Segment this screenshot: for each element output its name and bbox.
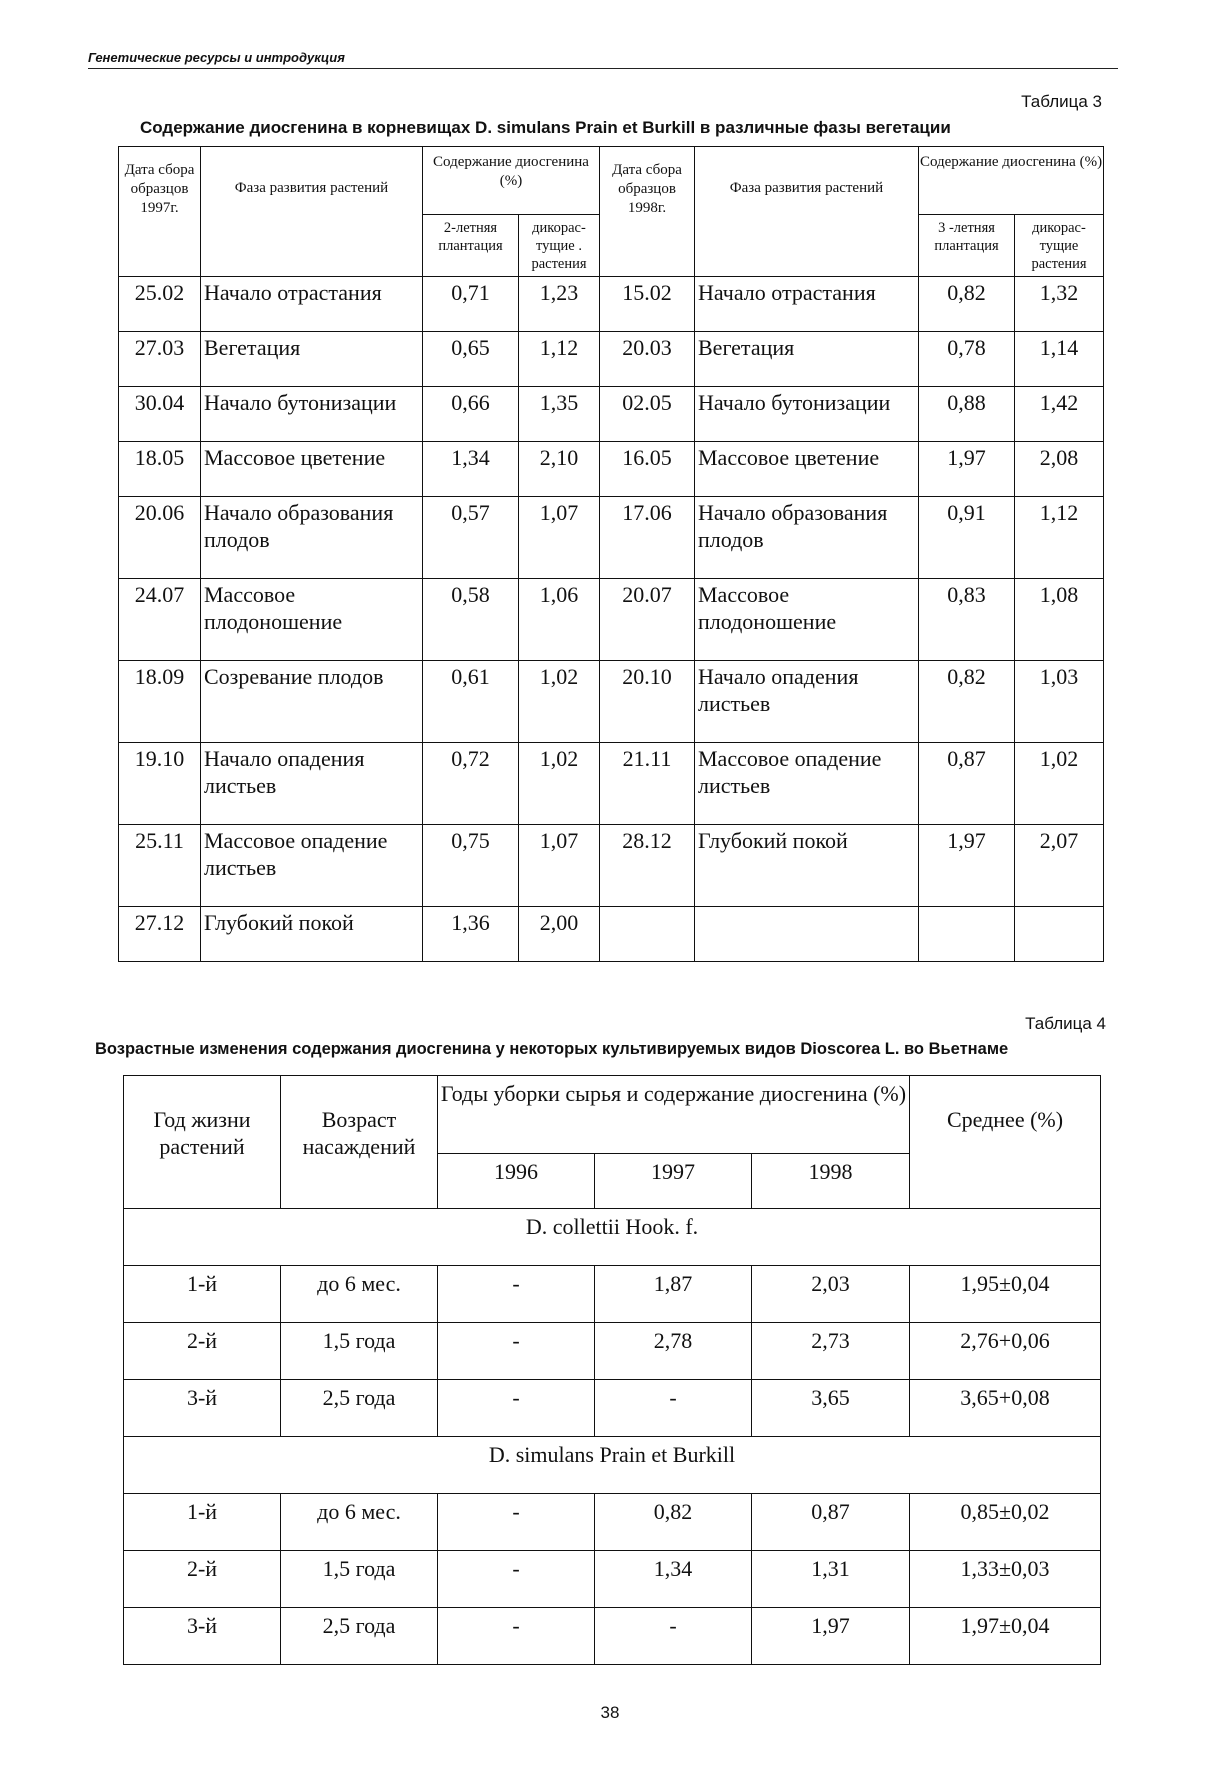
table3-title: Содержание диосгенина в корневищах D. simulans Prain et Burkill в различные фазы вегетации (140, 118, 951, 137)
header-year-of-life: Год жизни растений (124, 1076, 281, 1209)
table4-label: Таблица 4 (1025, 1014, 1106, 1033)
running-header: Генетические ресурсы и интродукция (88, 50, 1118, 69)
table3-cell-wild-1997: 1,35 (519, 387, 600, 442)
table4-cell-v1996: - (438, 1551, 595, 1608)
table3-cell-wild-1998: 1,32 (1015, 277, 1104, 332)
table3-cell-date-1998: 17.06 (600, 497, 695, 579)
table4-cell-v1998: 3,65 (752, 1380, 910, 1437)
table3-cell-plantation-1997: 0,65 (423, 332, 519, 387)
table4-cell-mean: 1,97±0,04 (910, 1608, 1101, 1665)
table3-row (119, 825, 1104, 907)
table3-cell-phase-1997: Созревание плодов (201, 661, 423, 743)
table3-row (119, 579, 1104, 661)
table3-cell-phase-1998: Начало образования плодов (695, 497, 919, 579)
table3-cell-wild-1997: 1,07 (519, 497, 600, 579)
header-plant-2yr: 2-летняя плантация (423, 215, 519, 277)
table4-cell-v1998: 2,73 (752, 1323, 910, 1380)
table4-cell-v1996: - (438, 1608, 595, 1665)
table4-cell-v1998: 2,03 (752, 1266, 910, 1323)
header-year-1998: 1998 (752, 1154, 910, 1209)
species-name: D. simulans Prain et Burkill (124, 1437, 1101, 1494)
table3-cell-date-1997: 19.10 (119, 743, 201, 825)
table3-cell-phase-1997: Массовое плодоношение (201, 579, 423, 661)
table3-cell-date-1998: 21.11 (600, 743, 695, 825)
table3-cell-date-1998: 15.02 (600, 277, 695, 332)
table3-cell-plantation-1998: 0,87 (919, 743, 1015, 825)
table3-cell-wild-1998: 1,14 (1015, 332, 1104, 387)
table3-cell-date-1998: 20.10 (600, 661, 695, 743)
table3-cell-date-1997: 25.11 (119, 825, 201, 907)
table3-cell-wild-1998: 1,12 (1015, 497, 1104, 579)
table4-cell-age: до 6 мес. (281, 1266, 438, 1323)
table3-row (119, 907, 1104, 962)
table4-cell-mean: 1,33±0,03 (910, 1551, 1101, 1608)
table3-label: Таблица 3 (1021, 92, 1102, 111)
table3-cell-date-1997: 18.05 (119, 442, 201, 497)
table4-cell-v1997: - (595, 1608, 752, 1665)
table3-cell-phase-1997: Массовое цветение (201, 442, 423, 497)
page-number: 38 (600, 1703, 620, 1722)
table3-cell-phase-1998: Начало бутонизации (695, 387, 919, 442)
table3-cell-wild-1997: 2,00 (519, 907, 600, 962)
table3-cell-date-1997: 25.02 (119, 277, 201, 332)
table3-cell-phase-1998: Начало опадения листьев (695, 661, 919, 743)
table3-row (119, 332, 1104, 387)
table3-row (119, 661, 1104, 743)
table4-row (124, 1380, 1101, 1437)
table3-cell-phase-1997: Начало отрастания (201, 277, 423, 332)
header-mean: Среднее (%) (910, 1076, 1101, 1209)
table3-cell-phase-1997: Начало опадения листьев (201, 743, 423, 825)
table3-cell-plantation-1998: 0,82 (919, 277, 1015, 332)
table3-row (119, 277, 1104, 332)
table4-cell-age: до 6 мес. (281, 1494, 438, 1551)
table4-species-row (124, 1209, 1101, 1266)
table3-cell-date-1998: 20.03 (600, 332, 695, 387)
table3-cell-phase-1998: Массовое плодоношение (695, 579, 919, 661)
table3-cell-wild-1997: 1,02 (519, 661, 600, 743)
table3-cell-wild-1998: 2,07 (1015, 825, 1104, 907)
header-years-group: Годы уборки сырья и содержание диосгенина (%) (438, 1076, 910, 1154)
header-content-2: Содержание диосгенина (%) (919, 147, 1104, 215)
table3-cell-plantation-1998: 0,83 (919, 579, 1015, 661)
table3-cell-plantation-1997: 0,72 (423, 743, 519, 825)
species-name: D. collettii Hook. f. (124, 1209, 1101, 1266)
table4-row (124, 1551, 1101, 1608)
table3-cell-plantation-1998: 1,97 (919, 442, 1015, 497)
table3-cell-wild-1997: 1,23 (519, 277, 600, 332)
table4-cell-mean: 0,85±0,02 (910, 1494, 1101, 1551)
header-phase-1: Фаза развития растений (201, 147, 423, 277)
table3-cell-date-1997: 18.09 (119, 661, 201, 743)
table3-cell-wild-1998 (1015, 907, 1104, 962)
table3-cell-phase-1998: Начало отрастания (695, 277, 919, 332)
table3-cell-date-1998: 20.07 (600, 579, 695, 661)
header-phase-2: Фаза развития растений (695, 147, 919, 277)
table4-cell-v1996: - (438, 1266, 595, 1323)
table3-cell-date-1998: 16.05 (600, 442, 695, 497)
table3-row (119, 442, 1104, 497)
table3-cell-plantation-1997: 1,36 (423, 907, 519, 962)
table3-cell-wild-1997: 1,02 (519, 743, 600, 825)
table3-cell-date-1997: 27.12 (119, 907, 201, 962)
table4-cell-v1997: 2,78 (595, 1323, 752, 1380)
table4-cell-age: 1,5 года (281, 1323, 438, 1380)
table3-cell-plantation-1998: 0,78 (919, 332, 1015, 387)
table3-cell-date-1998: 02.05 (600, 387, 695, 442)
table3-row (119, 743, 1104, 825)
table3-cell-plantation-1997: 0,61 (423, 661, 519, 743)
table3-cell-phase-1998: Вегетация (695, 332, 919, 387)
table3-cell-date-1998: 28.12 (600, 825, 695, 907)
table4-cell-v1997: 1,87 (595, 1266, 752, 1323)
table3-cell-phase-1998 (695, 907, 919, 962)
table4-row (124, 1494, 1101, 1551)
header-age: Возраст насаждений (281, 1076, 438, 1209)
table4-cell-year: 2-й (124, 1551, 281, 1608)
table3 (118, 146, 1104, 962)
table4-cell-v1996: - (438, 1323, 595, 1380)
table3-cell-date-1997: 24.07 (119, 579, 201, 661)
table3-cell-date-1997: 27.03 (119, 332, 201, 387)
table4-row (124, 1608, 1101, 1665)
table4-cell-v1996: - (438, 1494, 595, 1551)
table4-row (124, 1266, 1101, 1323)
table4-cell-v1998: 1,31 (752, 1551, 910, 1608)
table3-cell-phase-1998: Массовое цветение (695, 442, 919, 497)
table3-cell-plantation-1998: 0,82 (919, 661, 1015, 743)
table3-row (119, 387, 1104, 442)
table3-cell-plantation-1998: 0,91 (919, 497, 1015, 579)
header-date-1998: Дата сбора образцов 1998г. (600, 147, 695, 277)
table4-title: Возрастные изменения содержания диосгенина у некоторых культивируемых видов Dioscorea L. во Вьетнаме (95, 1040, 1009, 1058)
table3-cell-phase-1997: Вегетация (201, 332, 423, 387)
table4-cell-v1997: - (595, 1380, 752, 1437)
table4-species-row (124, 1437, 1101, 1494)
header-wild-1: дикорас-тущие . растения (519, 215, 600, 277)
table3-cell-wild-1998: 1,02 (1015, 743, 1104, 825)
table3-cell-plantation-1997: 1,34 (423, 442, 519, 497)
table4-cell-mean: 3,65+0,08 (910, 1380, 1101, 1437)
table4 (123, 1075, 1101, 1665)
table3-cell-plantation-1997: 0,75 (423, 825, 519, 907)
table3-cell-phase-1998: Глубокий покой (695, 825, 919, 907)
table4-cell-year: 3-й (124, 1380, 281, 1437)
table3-cell-date-1997: 30.04 (119, 387, 201, 442)
table4-cell-v1996: - (438, 1380, 595, 1437)
table4-row (124, 1323, 1101, 1380)
table3-cell-plantation-1997: 0,58 (423, 579, 519, 661)
table3-cell-phase-1997: Массовое опадение листьев (201, 825, 423, 907)
table4-cell-v1997: 1,34 (595, 1551, 752, 1608)
table4-cell-mean: 1,95±0,04 (910, 1266, 1101, 1323)
header-date-1997: Дата сбора образцов 1997г. (119, 147, 201, 277)
header-wild-2: дикорас-тущие растения (1015, 215, 1104, 277)
header-year-1997: 1997 (595, 1154, 752, 1209)
table3-cell-date-1997: 20.06 (119, 497, 201, 579)
table3-cell-wild-1997: 2,10 (519, 442, 600, 497)
table3-cell-plantation-1997: 0,66 (423, 387, 519, 442)
table3-cell-phase-1997: Глубокий покой (201, 907, 423, 962)
header-year-1996: 1996 (438, 1154, 595, 1209)
table3-cell-wild-1998: 1,03 (1015, 661, 1104, 743)
table4-cell-year: 1-й (124, 1266, 281, 1323)
table3-cell-plantation-1998: 0,88 (919, 387, 1015, 442)
table3-cell-plantation-1998: 1,97 (919, 825, 1015, 907)
table3-cell-wild-1997: 1,12 (519, 332, 600, 387)
table3-cell-plantation-1997: 0,71 (423, 277, 519, 332)
table4-cell-year: 3-й (124, 1608, 281, 1665)
table4-cell-mean: 2,76+0,06 (910, 1323, 1101, 1380)
table4-cell-age: 1,5 года (281, 1551, 438, 1608)
table4-cell-year: 1-й (124, 1494, 281, 1551)
table3-cell-wild-1998: 1,08 (1015, 579, 1104, 661)
header-plant-3yr: 3 -летняя плантация (919, 215, 1015, 277)
table4-cell-age: 2,5 года (281, 1608, 438, 1665)
table4-cell-year: 2-й (124, 1323, 281, 1380)
table3-cell-wild-1997: 1,06 (519, 579, 600, 661)
table4-cell-v1997: 0,82 (595, 1494, 752, 1551)
table3-cell-date-1998 (600, 907, 695, 962)
table4-cell-v1998: 1,97 (752, 1608, 910, 1665)
table3-cell-plantation-1998 (919, 907, 1015, 962)
table4-cell-age: 2,5 года (281, 1380, 438, 1437)
table3-cell-wild-1998: 2,08 (1015, 442, 1104, 497)
table3-cell-phase-1998: Массовое опадение листьев (695, 743, 919, 825)
table4-cell-v1998: 0,87 (752, 1494, 910, 1551)
header-content-1: Содержание диосгенина (%) (423, 147, 600, 215)
table3-cell-phase-1997: Начало образования плодов (201, 497, 423, 579)
table3-row (119, 497, 1104, 579)
table3-cell-phase-1997: Начало бутонизации (201, 387, 423, 442)
table3-cell-wild-1998: 1,42 (1015, 387, 1104, 442)
table3-cell-plantation-1997: 0,57 (423, 497, 519, 579)
table3-cell-wild-1997: 1,07 (519, 825, 600, 907)
